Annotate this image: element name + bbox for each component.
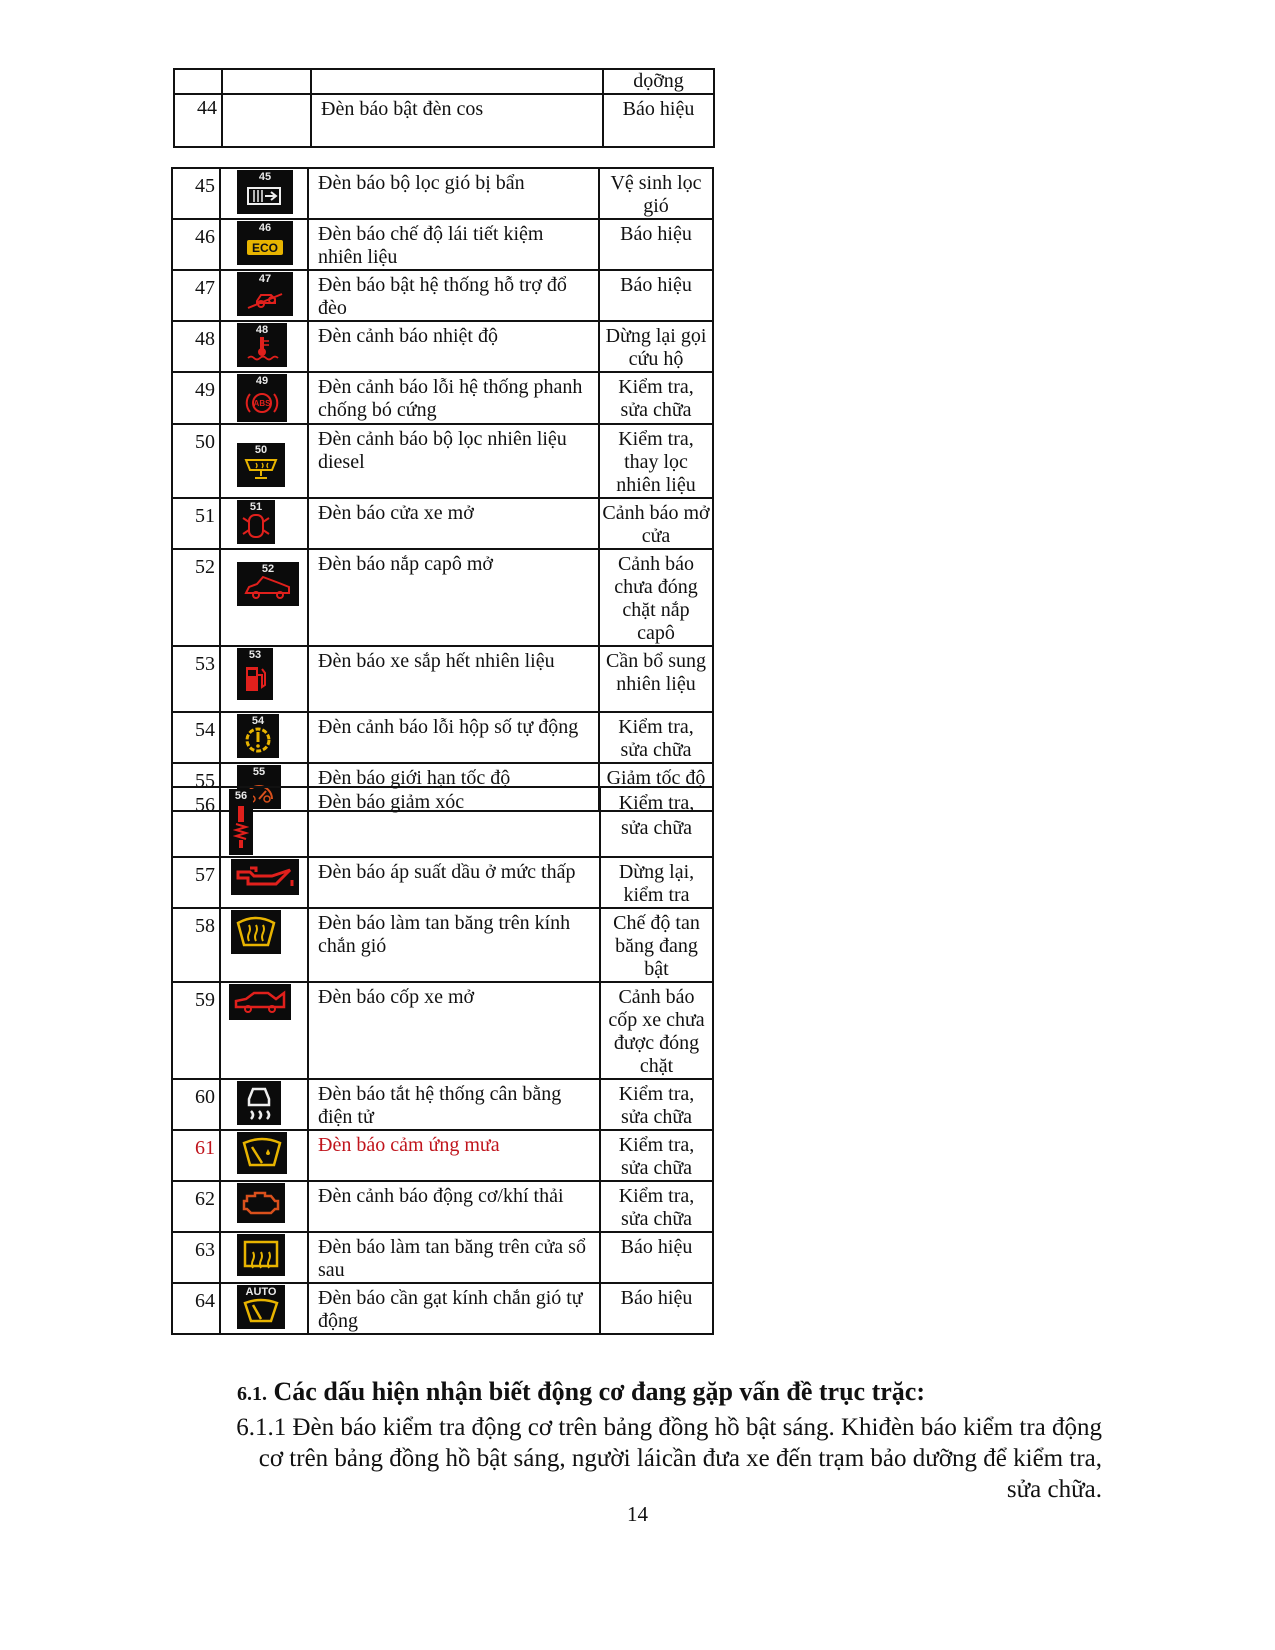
oil-pressure-icon <box>231 859 299 895</box>
icon-cell <box>220 1232 308 1283</box>
row-number: 52 <box>172 549 220 646</box>
rear-defrost-icon <box>237 1234 285 1276</box>
table-row <box>172 908 713 982</box>
shock-absorber-icon <box>229 789 253 855</box>
row-action: Kiểm tra, sửa chữa <box>600 1079 713 1130</box>
row-description: Đèn báo bật đèn cos <box>311 94 603 147</box>
icon-label: 49 <box>255 375 269 387</box>
icon-label: 53 <box>248 649 262 661</box>
abs-warning-icon <box>237 374 287 422</box>
row-description <box>311 69 603 94</box>
row-description: Đèn cảnh báo động cơ/khí thải <box>308 1181 600 1232</box>
section-number: 6.1. <box>237 1383 267 1405</box>
icon-cell <box>220 1130 308 1181</box>
row-action: Kiểm tra, sửa chữa <box>600 1130 713 1181</box>
row-action: dọỡng <box>603 69 714 94</box>
trunk-open-icon <box>229 984 291 1020</box>
icon-cell <box>222 69 311 94</box>
row-number: 48 <box>172 321 220 372</box>
icon-cell <box>220 1079 308 1130</box>
row-action: Dừng lại, kiểm tra <box>600 857 713 908</box>
transmission-warning-icon <box>237 714 279 758</box>
row-action: Dừng lại gọi cứu hộ <box>599 321 713 372</box>
row-number: 50 <box>172 424 220 498</box>
icon-label: 50 <box>254 444 268 456</box>
table-row <box>172 321 713 372</box>
row-number: 62 <box>172 1181 220 1232</box>
row-action: Cảnh báo mở cửa <box>599 498 713 549</box>
icon-label: 54 <box>251 715 265 727</box>
row-number: 44 <box>174 94 222 147</box>
row-number: 55 <box>172 763 220 811</box>
row-description: Đèn báo cảm ứng mưa <box>308 1130 600 1181</box>
coolant-temperature-icon <box>237 323 287 367</box>
row-action: Kiểm tra, sửa chữa <box>600 1181 713 1232</box>
icon-label: 48 <box>255 324 269 336</box>
section-heading <box>237 1377 925 1407</box>
row-description: Đèn báo bật hệ thống hỗ trợ đổ đèo <box>308 270 599 321</box>
table-row <box>172 270 713 321</box>
row-action: Báo hiệu <box>599 219 713 270</box>
row-description: Đèn báo cửa xe mở <box>308 498 599 549</box>
table-row <box>172 1079 713 1130</box>
row-description: Đèn báo cốp xe mở <box>308 982 600 1079</box>
row-action: Cảnh báo chưa đóng chặt nắp capô <box>599 549 713 646</box>
icon-cell <box>220 857 308 908</box>
stability-control-off-icon <box>237 1081 281 1125</box>
row-number: 54 <box>172 712 220 763</box>
table-row <box>172 372 713 424</box>
svg-text:ABS: ABS <box>253 399 271 408</box>
row-action: Báo hiệu <box>599 270 713 321</box>
table-row <box>174 69 714 94</box>
low-fuel-icon <box>237 648 273 700</box>
row-number: 59 <box>172 982 220 1079</box>
icon-cell <box>220 372 308 424</box>
row-description: Đèn báo nắp capô mở <box>308 549 599 646</box>
row-number: 61 <box>172 1130 220 1181</box>
table-row <box>172 219 713 270</box>
icon-cell <box>220 321 308 372</box>
table-row <box>172 646 713 712</box>
row-description: Đèn báo cần gạt kính chắn gió tự động <box>308 1283 600 1334</box>
icon-cell <box>220 219 308 270</box>
row-action: Kiểm tra, sửa chữa <box>599 712 713 763</box>
icon-cell <box>220 549 308 646</box>
row-action: Kiểm tra, sửa chữa <box>600 787 713 857</box>
page-number: 14 <box>627 1502 648 1526</box>
row-action: Báo hiệu <box>603 94 714 147</box>
icon-cell <box>220 168 308 219</box>
table-row <box>172 498 713 549</box>
table-row <box>172 1232 713 1283</box>
row-number: 64 <box>172 1283 220 1334</box>
icon-label: 52 <box>261 563 275 575</box>
eco-mode-icon <box>237 221 293 265</box>
row-number: 57 <box>172 857 220 908</box>
svg-text:ECO: ECO <box>251 241 279 255</box>
row-description: Đèn cảnh báo lỗi hộp số tự động <box>308 712 599 763</box>
section-paragraph: 6.1.1 Đèn báo kiểm tra động cơ trên bảng đồng hồ bật sáng. Khiđèn báo kiểm tra động cơ trên bảng đồng hồ bật sáng, người láicần đưa xe đến trạm bảo dưỡng để kiểm tra, sửa chữa. <box>236 1414 1102 1503</box>
row-description: Đèn báo chế độ lái tiết kiệm nhiên liệu <box>308 219 599 270</box>
row-action: Kiểm tra, thay lọc nhiên liệu <box>599 424 713 498</box>
table-top <box>173 68 715 148</box>
row-action: Báo hiệu <box>600 1232 713 1283</box>
icon-label: 51 <box>249 501 263 513</box>
auto-wiper-icon <box>237 1285 285 1329</box>
row-description: Đèn cảnh báo bộ lọc nhiên liệu diesel <box>308 424 599 498</box>
row-number: 63 <box>172 1232 220 1283</box>
row-description: Đèn báo làm tan băng trên cửa sổ sau <box>308 1232 600 1283</box>
row-action: Cảnh báo cốp xe chưa được đóng chặt <box>600 982 713 1079</box>
row-description: Đèn cảnh báo lỗi hệ thống phanh chống bó cứng <box>308 372 599 424</box>
door-open-icon <box>237 500 275 544</box>
table-row <box>172 787 713 857</box>
table-warning-lights-45-55 <box>171 167 714 812</box>
row-action: Vệ sinh lọc gió <box>599 168 713 219</box>
table-warning-lights-56-64 <box>171 786 714 1335</box>
row-number: 47 <box>172 270 220 321</box>
row-description: Đèn báo xe sắp hết nhiên liệu <box>308 646 599 712</box>
row-action: Cần bổ sung nhiên liệu <box>599 646 713 712</box>
row-number: 46 <box>172 219 220 270</box>
row-number: 58 <box>172 908 220 982</box>
row-number: 49 <box>172 372 220 424</box>
icon-cell <box>220 982 308 1079</box>
table-row <box>172 1283 713 1334</box>
row-number: 56 <box>172 787 220 857</box>
table-row <box>172 168 713 219</box>
icon-cell <box>220 1181 308 1232</box>
table-row <box>172 982 713 1079</box>
icon-label: AUTO <box>245 1286 277 1298</box>
row-description: Đèn báo giảm xóc <box>308 787 600 857</box>
table-row <box>172 1130 713 1181</box>
icon-cell <box>220 646 308 712</box>
hood-open-icon <box>237 562 299 606</box>
row-description: Đèn báo tắt hệ thống cân bằng điện tử <box>308 1079 600 1130</box>
table-row <box>172 1181 713 1232</box>
row-number: 45 <box>172 168 220 219</box>
icon-cell <box>220 498 308 549</box>
icon-cell <box>220 908 308 982</box>
icon-label: 47 <box>258 273 272 285</box>
row-description: Đèn báo làm tan băng trên kính chắn gió <box>308 908 600 982</box>
windshield-defrost-icon <box>231 910 281 954</box>
table-row <box>172 424 713 498</box>
icon-label: 55 <box>252 766 266 778</box>
icon-cell <box>220 270 308 321</box>
row-action: Chế độ tan băng đang bật <box>600 908 713 982</box>
icon-cell <box>220 1283 308 1334</box>
row-action: Giảm tốc độ <box>599 763 713 811</box>
icon-cell <box>222 94 311 147</box>
row-number <box>174 69 222 94</box>
diesel-filter-icon <box>237 443 285 487</box>
icon-label: 56 <box>234 790 248 802</box>
row-action: Kiểm tra, sửa chữa <box>599 372 713 424</box>
icon-label: 46 <box>258 222 272 234</box>
icon-cell <box>220 712 308 763</box>
row-description: Đèn báo bộ lọc gió bị bẩn <box>308 168 599 219</box>
hill-descent-icon <box>237 272 293 316</box>
air-filter-icon <box>237 170 293 214</box>
table-row <box>172 857 713 908</box>
table-row <box>172 712 713 763</box>
table-row <box>174 94 714 147</box>
row-description: Đèn cảnh báo nhiệt độ <box>308 321 599 372</box>
row-description: Đèn báo áp suất dầu ở mức thấp <box>308 857 600 908</box>
icon-label: 45 <box>258 171 272 183</box>
row-number: 51 <box>172 498 220 549</box>
rain-sensor-icon <box>237 1132 287 1174</box>
row-number: 53 <box>172 646 220 712</box>
check-engine-icon <box>237 1183 285 1223</box>
icon-cell <box>220 424 308 498</box>
row-description: Đèn báo giới hạn tốc độ <box>308 763 599 811</box>
table-row <box>172 549 713 646</box>
row-number: 60 <box>172 1079 220 1130</box>
row-action: Báo hiệu <box>600 1283 713 1334</box>
section-title: Các dấu hiện nhận biết động cơ đang gặp vấn đề trục trặc: <box>273 1377 925 1406</box>
icon-cell <box>220 787 308 857</box>
